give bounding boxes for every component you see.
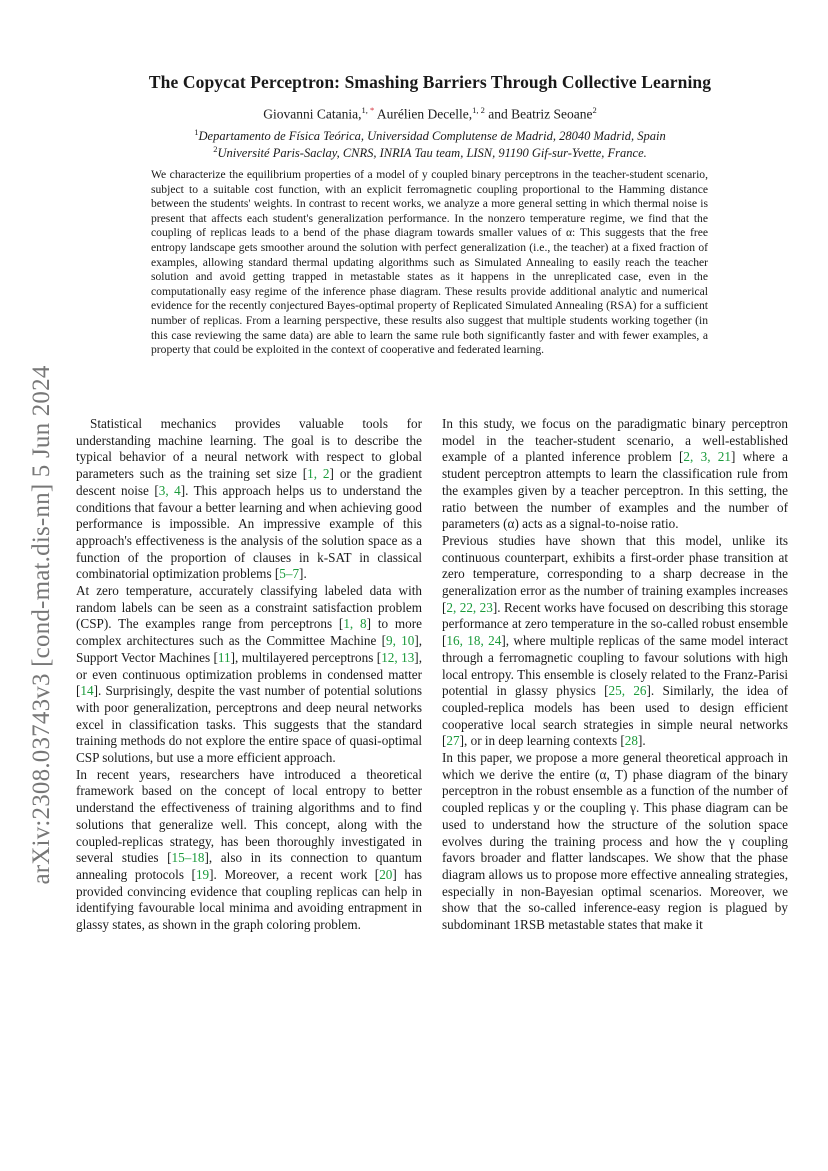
abstract: We characterize the equilibrium properties of a model of y coupled binary perceptrons in the teacher-student scenario, subject to a suitable cost function, with an explicit ferromagnetic coupling proportional to the Hamming distance between the students' weights. In contrast to recent works, we analyze a more general setting in which thermal noise is present that affects each student's generalization performance. In the nonzero temperature regime, we find that the coupling of replicas leads to a bend of the phase diagram towards smaller values of α: This suggests that the free entropy landscape gets smoother around the solution with perfect generalization (i.e., the teacher) at a fixed fraction of examples, allowing standard thermal updating algorithms such as Simulated Annealing to easily reach the teacher solution and avoid getting trapped in metastable states as it happens in the unreplicated case, even in the computationally easy regime of the inference phase diagram. These results provide additional analytic and numerical evidence for the recently conjectured Bayes-optimal property of Replicated Simulated Annealing (RSA) for a sufficient number of replicas. From a learning perspective, these results also suggest that multiple students working together (in this case reviewing the same data) are able to learn the same rule both significantly faster and with fewer examples, a property that could be exploited in the context of cooperative and federated learning. (151, 168, 708, 357)
citation-link[interactable]: 11 (217, 649, 231, 665)
citation-link[interactable]: 15–18 (171, 850, 205, 866)
paragraph: Previous studies have shown that this model, unlike its continuous counterpart, exhibits a first-order phase transition at zero temperature, corresponding to a sharp decrease in the generalization error as the number of training examples increases [2, 22, 23]. Recent works have focused on describing this storage performance at zero temperature in the so-called robust ensemble [16, 18, 24], where multiple replicas of the same model interact through a ferromagnetic coupling to favour solutions with high local entropy. This ensemble is closely related to the Franz-Parisi potential in glassy physics [25, 26]. Similarly, the idea of coupled-replica models has been used to design efficient cooperative local search strategies in simple neural networks [27], or in deep learning contexts [28]. (442, 532, 789, 749)
citation-link[interactable]: 25, 26 (608, 683, 647, 699)
affiliation-2: $^2$Université Paris-Saclay, CNRS, INRIA Tau team, LISN, 91190 Gif-sur-Yvette, France. (213, 144, 647, 161)
citation-link[interactable]: 1, 8 (343, 616, 367, 632)
citation-link[interactable]: 5–7 (279, 566, 300, 582)
citation-link[interactable]: 28 (624, 733, 638, 749)
paragraph: In recent years, researchers have introduced a theoretical framework based on the concept of local entropy to better understand the effectiveness of training algorithms and to find solutions that generalize well. This concept, along with the coupled-replicas strategy, has been thoroughly investigated in several studies [15–18], also in its connection to quantum annealing protocols [19]. Moreover, a recent work [20] has provided convincing evidence that coupling replicas can help in identifying favourable local minima and avoiding entrapment in glassy states, as shown in the graph coloring problem. (76, 766, 422, 933)
author-2: Aurélien Decelle, (376, 106, 473, 122)
body-column-left (76, 416, 422, 934)
author-1-affil-marker: 1, * (361, 105, 375, 115)
paragraph: At zero temperature, accurately classifying labeled data with random labels can be seen as a constraint satisfaction problem (CSP). The examples range from perceptrons [1, 8] to more complex architectures such as the Committee Machine [9, 10], Support Vector Machines [11], multilayered perceptrons [12, 13], or even continuous optimization problems in condensed matter [14]. Surprisingly, despite the vast number of potential solutions with poor generalization, perceptrons and deep neural networks excel in classification tasks. This suggests that the standard training methods do not explore the entire space of quasi-optimal CSP solutions, but use a more efficient approach. (76, 583, 423, 766)
author-2-affil-marker: 1, 2 (472, 105, 485, 115)
citation-link[interactable]: 12, 13 (381, 649, 415, 665)
paragraph: In this paper, we propose a more general theoretical approach in which we derive the entire (α, T) phase diagram of the binary perceptron in the robust ensemble as a function of the number of coupled replicas y or the coupling γ. This phase diagram can be used to understand how the structure of the solution space evolves during the training process and how the γ coupling favors broader and flatter landscapes. We show that the phase diagram allows us to propose more effective annealing strategies, especially in non-Bayesian optimal scenarios. Moreover, we show that the so-called inference-easy region is plagued by subdominant 1RSB metastable states that make it (442, 750, 788, 933)
body-column-right (442, 416, 788, 934)
author-conjunction: and (488, 106, 508, 122)
paper-title: The Copycat Perceptron: Smashing Barriers Through Collective Learning (148, 72, 712, 92)
citation-link[interactable]: 9, 10 (385, 633, 415, 649)
citation-link[interactable]: 14 (80, 683, 94, 699)
citation-link[interactable]: 20 (379, 866, 393, 882)
affiliation-1: $^1$Departamento de Física Teórica, Universidad Complutense de Madrid, 28040 Madrid, Spain (194, 127, 666, 144)
citation-link[interactable]: 3, 4 (158, 482, 181, 498)
author-1: Giovanni Catania, (263, 106, 362, 122)
corresponding-author-marker: * (370, 105, 375, 115)
author-list (100, 105, 760, 123)
citation-link[interactable]: 27 (446, 733, 460, 749)
arxiv-identifier: arXiv:2308.03743v3 [cond-mat.dis-nn] 5 Jun 2024 (28, 365, 55, 885)
citation-link[interactable]: 2, 22, 23 (446, 599, 493, 615)
author-3-affil-marker: 2 (592, 105, 597, 115)
citation-link[interactable]: 16, 18, 24 (446, 633, 502, 649)
arxiv-sidebar-stamp (22, 330, 62, 920)
paragraph: In this study, we focus on the paradigmatic binary perceptron model in the teacher-student scenario, a well-established example of a planted inference problem [2, 3, 21] where a student perceptron attempts to learn the classification rule from the examples given by a teacher perceptron. In this setting, the ratio between the number of examples and the number of parameters (α) acts as a signal-to-noise ratio. (442, 416, 789, 532)
author-3: Beatriz Seoane (511, 106, 593, 122)
citation-link[interactable]: 2, 3, 21 (683, 449, 731, 465)
citation-link[interactable]: 1, 2 (307, 466, 330, 482)
citation-link[interactable]: 19 (195, 866, 210, 882)
paragraph: Statistical mechanics provides valuable tools for understanding machine learning. The goal is to describe the typical behavior of a neural network with respect to global parameters such as the training set size [1, 2] or the gradient descent noise [3, 4]. This approach helps us to understand the conditions that favour a better learning and when achieving good performance is impossible. An impressive example of this approach's effectiveness is the analysis of the solution space as a function of the proportion of clauses in k-SAT in classical combinatorial optimization problems [5–7]. (76, 416, 423, 582)
